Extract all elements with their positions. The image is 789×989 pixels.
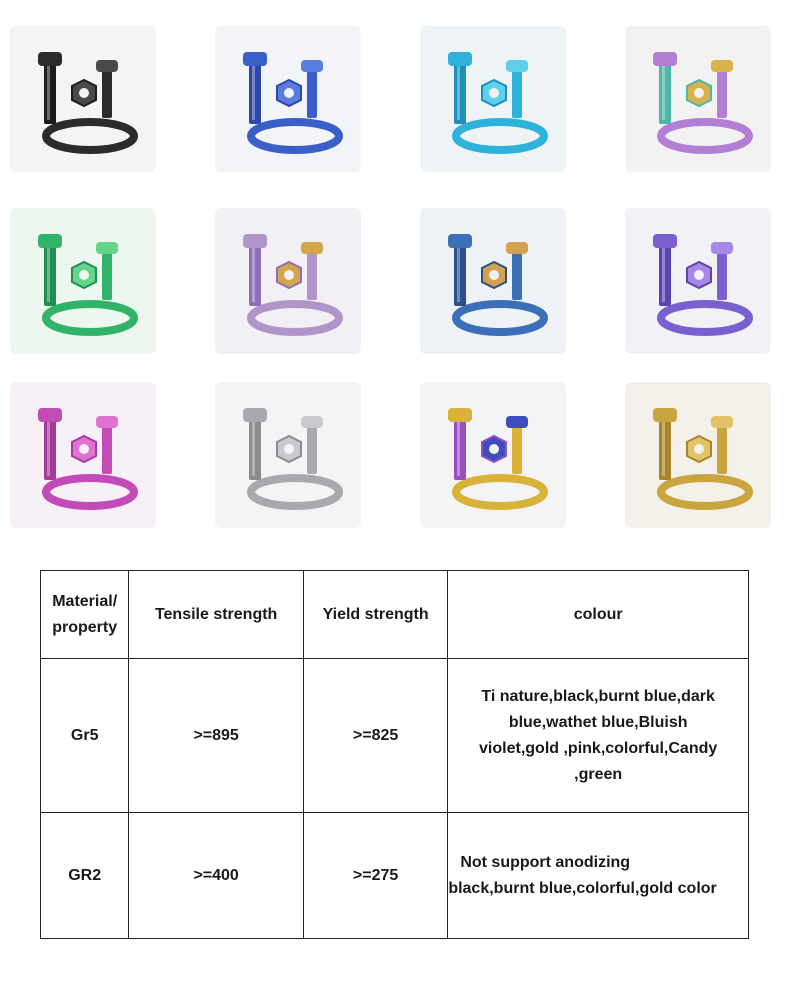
highlight-shape — [662, 248, 665, 302]
header-material-property — [41, 571, 129, 659]
tensile-cell: >=895 — [129, 659, 304, 813]
bolt-shank-shape — [717, 252, 727, 300]
navy-gold-fasteners-photo — [420, 208, 566, 354]
colour-cell — [448, 813, 749, 939]
tensile-cell: >=400 — [129, 813, 304, 939]
fastener-illustration — [10, 26, 156, 172]
bolt-head-shape — [243, 234, 267, 248]
bolt-head-shape — [38, 52, 62, 66]
nut-hole-shape — [79, 270, 89, 280]
highlight-shape — [457, 248, 460, 302]
violet-fasteners-photo — [625, 208, 771, 354]
bolt-head-shape — [96, 60, 118, 72]
material-cell: Gr5 — [41, 659, 129, 813]
bolt-shank-shape — [102, 426, 112, 474]
bolt-shank-shape — [307, 252, 317, 300]
blue-fasteners-photo — [215, 26, 361, 172]
fastener-illustration — [420, 208, 566, 354]
table-row — [41, 659, 749, 813]
natural-titanium-bolts-photo — [215, 382, 361, 528]
highlight-shape — [457, 66, 460, 120]
bolt-head-shape — [506, 242, 528, 254]
bolt-head-shape — [301, 242, 323, 254]
bolt-head-shape — [448, 52, 472, 66]
colour-line: blue,wathet blue,Bluish — [508, 713, 688, 731]
bolt-shank-shape — [717, 426, 727, 474]
highlight-shape — [457, 422, 460, 476]
fastener-illustration — [625, 382, 771, 528]
material-cell: GR2 — [41, 813, 129, 939]
bolt-shank-shape — [307, 70, 317, 118]
bolt-head-shape — [506, 416, 528, 428]
bolt-head-shape — [96, 416, 118, 428]
light-blue-fasteners-photo — [420, 26, 566, 172]
bolt-shank-shape — [512, 252, 522, 300]
fastener-illustration — [625, 208, 771, 354]
bolt-shank-shape — [102, 70, 112, 118]
bolt-head-shape — [653, 234, 677, 248]
fastener-illustration — [625, 26, 771, 172]
header-property-label: property — [52, 618, 118, 636]
bolt-shank-shape — [512, 426, 522, 474]
nut-hole-shape — [489, 88, 499, 98]
nut-hole-shape — [694, 444, 704, 454]
header-tensile-strength: Tensile strength — [129, 571, 304, 659]
highlight-shape — [47, 248, 50, 302]
bolt-shank-shape — [307, 426, 317, 474]
nut-hole-shape — [284, 444, 294, 454]
highlight-shape — [662, 422, 665, 476]
bolt-shank-shape — [512, 70, 522, 118]
colour-line: Ti nature,black,burnt blue,dark — [481, 687, 715, 705]
highlight-shape — [47, 66, 50, 120]
fastener-illustration — [215, 26, 361, 172]
bolt-head-shape — [711, 416, 733, 428]
material-property-table — [40, 570, 749, 939]
highlight-shape — [47, 422, 50, 476]
bolt-head-shape — [301, 416, 323, 428]
nut-hole-shape — [694, 270, 704, 280]
nut-hole-shape — [79, 444, 89, 454]
nut-hole-shape — [489, 444, 499, 454]
bolt-head-shape — [243, 52, 267, 66]
bolt-head-shape — [711, 60, 733, 72]
black-fasteners-photo — [10, 26, 156, 172]
highlight-shape — [662, 66, 665, 120]
yield-cell: >=825 — [303, 659, 447, 813]
table-row — [41, 813, 749, 939]
bolt-head-shape — [653, 408, 677, 422]
mixed-color-bolts-photo — [420, 382, 566, 528]
highlight-shape — [252, 66, 255, 120]
green-fasteners-photo — [10, 208, 156, 354]
fastener-illustration — [420, 26, 566, 172]
table-header-row — [41, 571, 749, 659]
nut-hole-shape — [284, 88, 294, 98]
fastener-illustration — [420, 382, 566, 528]
gold-fasteners-photo — [625, 382, 771, 528]
fastener-illustration — [215, 382, 361, 528]
pink-fasteners-photo — [10, 382, 156, 528]
bolt-head-shape — [653, 52, 677, 66]
nut-hole-shape — [284, 270, 294, 280]
highlight-shape — [252, 422, 255, 476]
header-material-label: Material/ — [52, 592, 118, 610]
purple-tube-fasteners-photo — [215, 208, 361, 354]
bolt-head-shape — [448, 234, 472, 248]
colour-line: Not support anodizing — [460, 853, 631, 871]
bolt-head-shape — [506, 60, 528, 72]
header-colour: colour — [448, 571, 749, 659]
rainbow-fasteners-photo — [625, 26, 771, 172]
bolt-shank-shape — [717, 70, 727, 118]
fastener-illustration — [215, 208, 361, 354]
yield-cell: >=275 — [303, 813, 447, 939]
colour-line: ,green — [574, 765, 623, 783]
fastener-illustration — [10, 382, 156, 528]
bolt-head-shape — [38, 234, 62, 248]
bolt-head-shape — [301, 60, 323, 72]
colour-line: black,burnt blue,colorful,gold color — [448, 879, 717, 897]
header-yield-strength: Yield strength — [303, 571, 447, 659]
bolt-head-shape — [96, 242, 118, 254]
bolt-head-shape — [243, 408, 267, 422]
fastener-illustration — [10, 208, 156, 354]
nut-hole-shape — [694, 88, 704, 98]
bolt-head-shape — [711, 242, 733, 254]
nut-hole-shape — [489, 270, 499, 280]
colour-line: violet,gold ,pink,colorful,Candy — [479, 739, 718, 757]
highlight-shape — [252, 248, 255, 302]
colour-cell — [448, 659, 749, 813]
nut-hole-shape — [79, 88, 89, 98]
bolt-head-shape — [448, 408, 472, 422]
bolt-shank-shape — [102, 252, 112, 300]
bolt-head-shape — [38, 408, 62, 422]
